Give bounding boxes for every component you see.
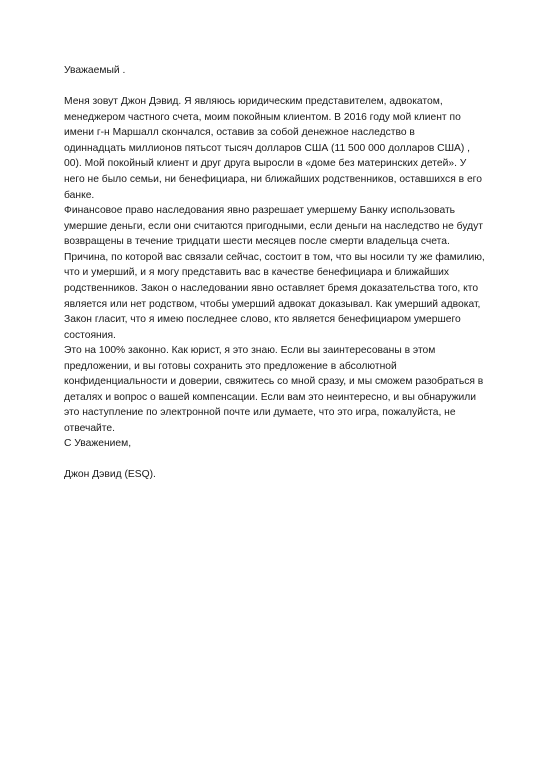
- text-line: Это на 100% законно. Как юрист, я это знаю. Если вы заинтересованы в этом: [64, 345, 436, 356]
- signature: Джон Дэвид (ESQ).: [64, 469, 156, 480]
- text-line: Финансовое право наследования явно разрешает умершему Банку использовать: [64, 205, 456, 216]
- paragraph-1: [64, 94, 496, 203]
- text-line: Меня зовут Джон Дэвид. Я являюсь юридическим представителем, адвокатом,: [64, 96, 443, 107]
- paragraph-3: [64, 343, 496, 437]
- text-line: конфиденциальности и доверии, свяжитесь со мной сразу, и мы сможем разобраться в: [64, 376, 484, 388]
- text-line: состояния.: [64, 329, 116, 341]
- text-line: имени г-н Маршалл скончался, оставив за собой денежное наследство в: [64, 127, 415, 139]
- text-line: 00). Мой покойный клиент и друг друга выросли в «доме без материнских детей». У: [64, 158, 467, 170]
- text-line: является или нет родством, чтобы умерший адвокат доказывал. Как умерший адвокат,: [64, 298, 481, 310]
- text-line: отвечайте.: [64, 422, 115, 434]
- text-line: что и умерший, и я могу представить вас в качестве бенефициара и ближайших: [64, 267, 450, 279]
- text-line: него не было семьи, ни бенефициара, ни ближайших родственников, оставшихся в его: [64, 173, 482, 185]
- text-line: предложении, и вы готовы сохранить это предложение в абсолютной: [64, 360, 397, 372]
- paragraph-2: [64, 203, 496, 343]
- greeting: Уважаемый .: [64, 65, 126, 76]
- text-line: Закон гласит, что я имею последнее слово, кто является бенефициаром умершего: [64, 314, 461, 326]
- text-line: одиннадцать миллионов пятьсот тысяч долларов США (11 500 000 долларов США) ,: [64, 142, 471, 154]
- text-line: это наступление по электронной почте или думаете, что это игра, пожалуйста, не: [64, 407, 456, 419]
- text-line: менеджером частного счета, моим покойным клиентом. В 2016 году мой клиент по: [64, 111, 461, 123]
- closing: С Уважением,: [64, 438, 132, 449]
- text-line: деталях и вопрос о вашей компенсации. Если вам это неинтересно, и вы обнаружили: [64, 391, 477, 403]
- text-line: банке.: [64, 189, 95, 201]
- text-line: Причина, по которой вас связали сейчас, состоит в том, что вы носили ту же фамилию,: [64, 251, 485, 263]
- text-line: умершие деньги, если они считаются пригодными, если деньги на наследство не будут: [64, 220, 484, 232]
- text-line: возвращены в течение тридцати шести месяцев после смерти владельца счета.: [64, 236, 450, 248]
- text-line: родственников. Закон о наследовании явно оставляет бремя доказательства того, кто: [64, 282, 479, 294]
